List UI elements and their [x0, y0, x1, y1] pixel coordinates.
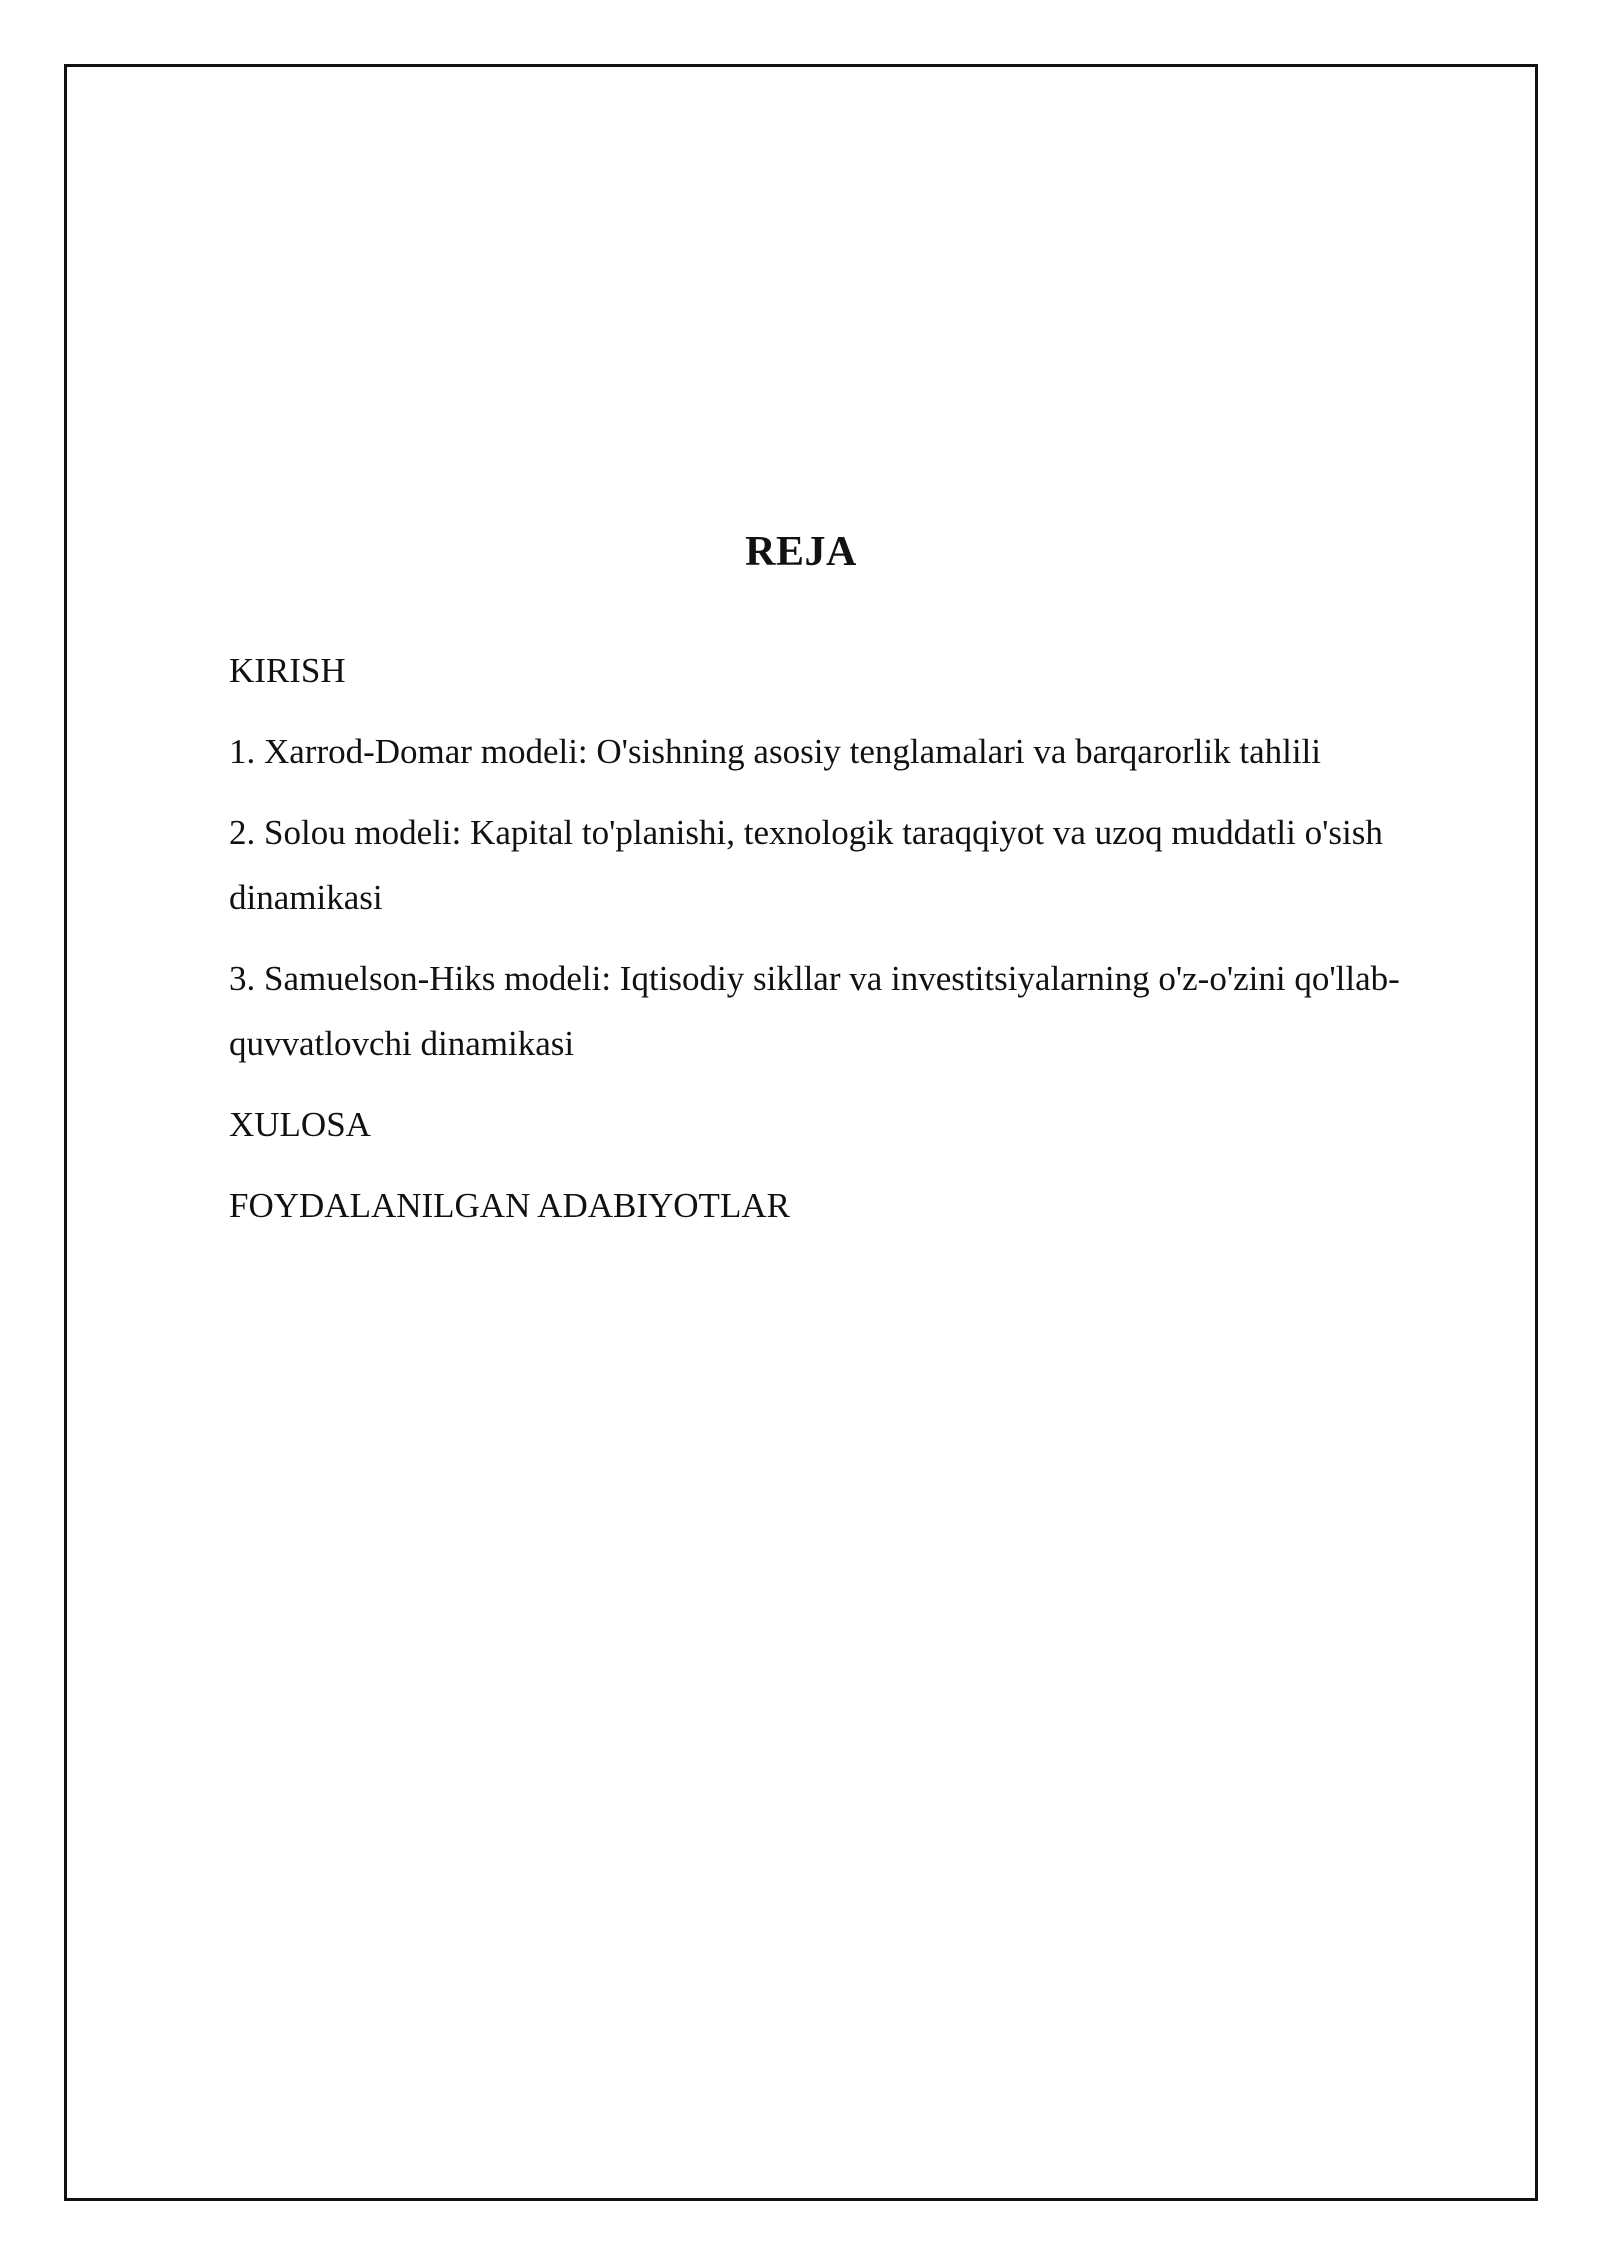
- table-of-contents: [229, 638, 1489, 1254]
- toc-item-chapter-3: 3. Samuelson-Hiks modeli: Iqtisodiy sikllar va investitsiyalarning o'z-o'zini qo'llab-quvvatlovchi dinamikasi: [229, 959, 1400, 1063]
- toc-item-references: FOYDALANILGAN ADABIYOTLAR: [229, 1186, 790, 1225]
- toc-item-introduction: KIRISH: [229, 651, 346, 690]
- toc-item-conclusion: XULOSA: [229, 1105, 371, 1144]
- toc-item-chapter-1: 1. Xarrod-Domar modeli: O'sishning asosiy tenglamalari va barqarorlik tahlili: [229, 732, 1322, 771]
- page-title: REJA: [745, 529, 857, 575]
- toc-item-chapter-2: 2. Solou modeli: Kapital to'planishi, texnologik taraqqiyot va uzoq muddatli o'sish dinamikasi: [229, 813, 1383, 917]
